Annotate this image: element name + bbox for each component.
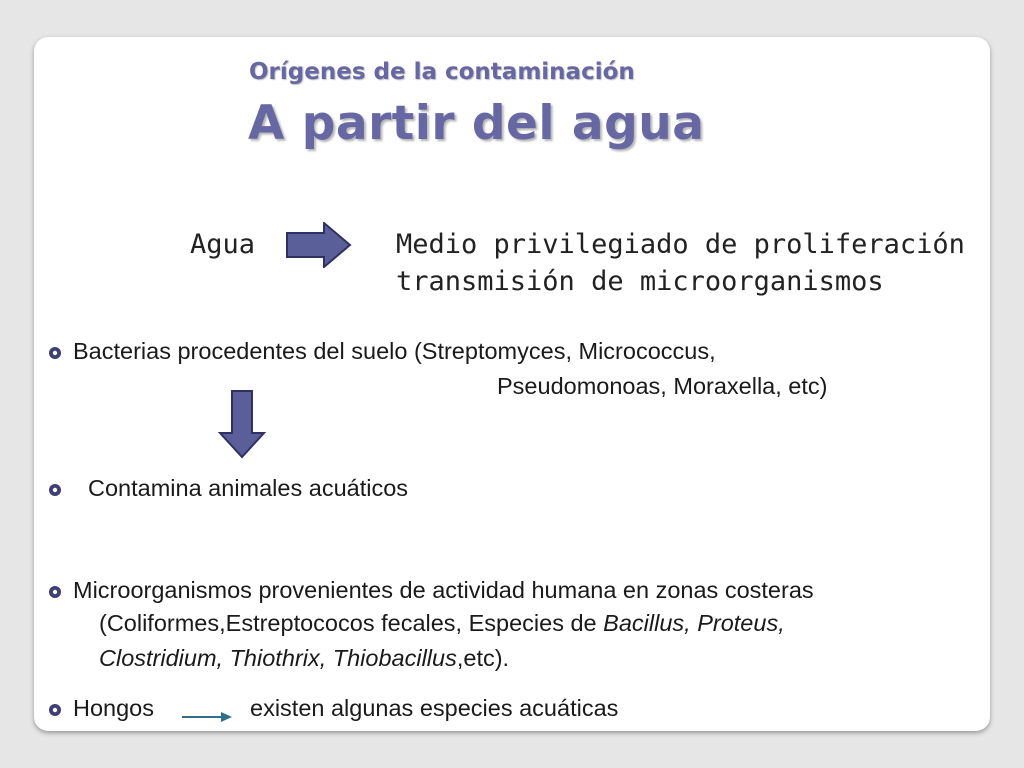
micro-text-line3-italic: Clostridium, Thiothrix, Thiobacillus [99,645,457,671]
micro-text-line1: Microorganismos provenientes de actividad humana en zonas costeras [73,577,814,603]
flow-target-line1: Medio privilegiado de proliferación [396,229,965,260]
micro-text-line3-normal: ,etc). [456,645,510,671]
right-block-arrow-icon [286,222,352,268]
micro-text-line3 [99,645,509,672]
bullet-icon [48,346,62,360]
flow-source-text: Agua [190,229,256,260]
slide-title: A partir del agua [248,96,705,151]
bacteria-text-line2: Pseudomonoas, Moraxella, etc) [497,373,828,399]
bullet-icon [48,585,62,599]
bacteria-text-line1: Bacterias procedentes del suelo (Streptomyces, Micrococcus, [73,338,716,364]
micro-text-line2-normal: (Coliformes,Estreptococos fecales, Especies de [99,610,604,636]
bullet-icon [48,483,62,497]
down-block-arrow-icon [218,389,266,459]
hongos-description: existen algunas especies acuáticas [250,695,619,721]
flow-target-line2: transmisión de microorganismos [396,266,884,297]
contamina-text: Contamina animales acuáticos [88,475,409,501]
bullet-icon [48,703,62,717]
micro-text-line2 [99,610,785,637]
micro-text-line2-italic: Bacillus, Proteus, [603,610,785,636]
hongos-text: Hongos [73,695,154,721]
thin-right-arrow-icon [181,707,233,723]
slide-subtitle: Orígenes de la contaminación [249,59,635,85]
